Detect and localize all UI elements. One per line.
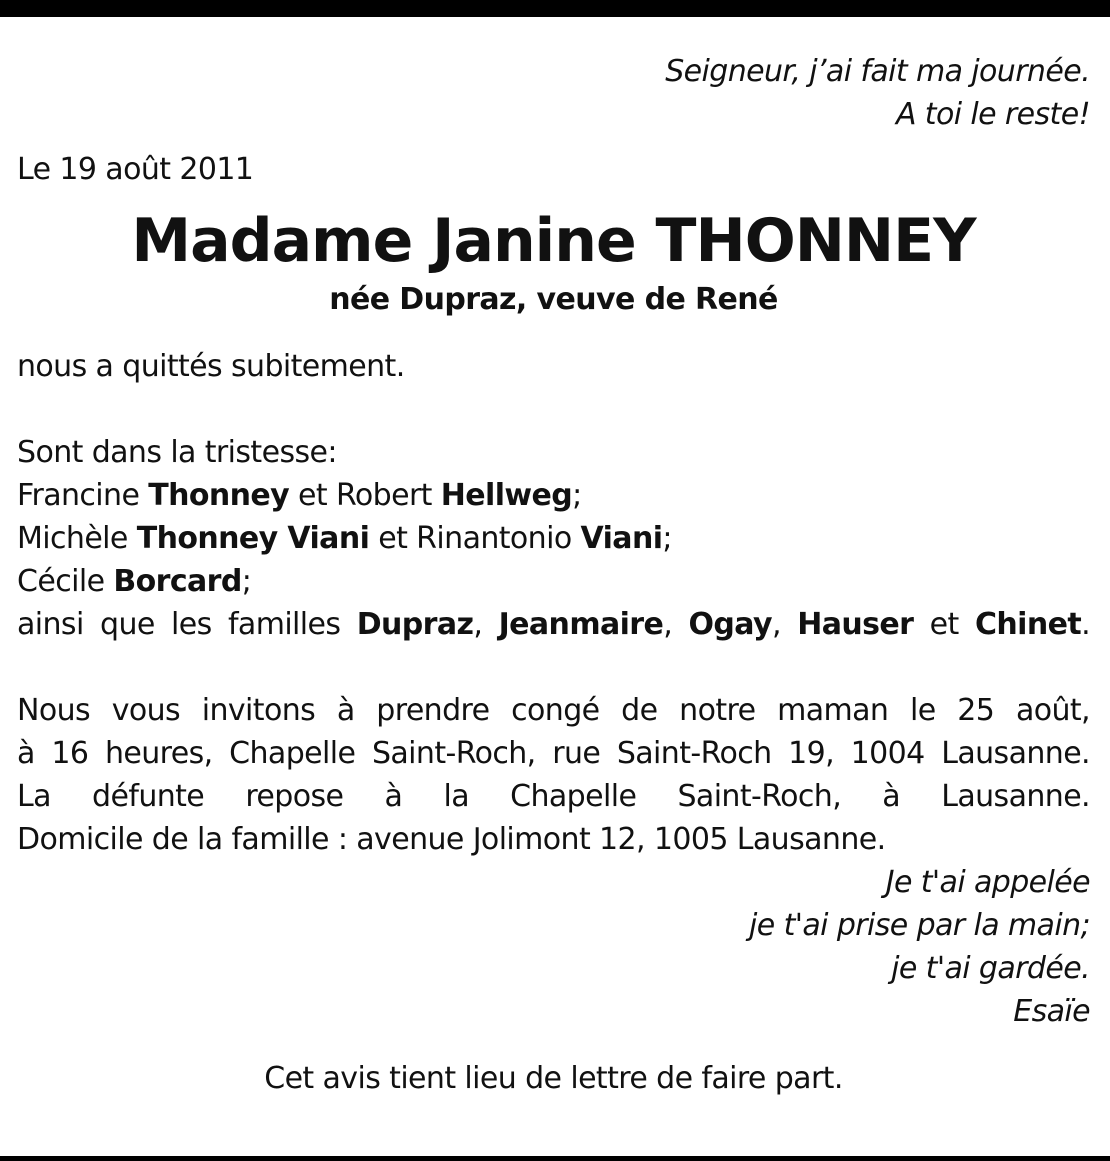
surname: Thonney Viani	[136, 521, 370, 556]
notice-date: Le 19 août 2011	[17, 152, 254, 187]
text: Francine	[17, 478, 149, 513]
text: ,	[771, 607, 798, 642]
text: Cécile	[17, 564, 114, 599]
deceased-name: Madame Janine THONNEY	[131, 206, 976, 276]
invitation-line-2: à 16 heures, Chapelle Saint-Roch, rue Saint-Roch 19, 1004 Lausanne.	[17, 736, 1090, 771]
invitation-paragraph	[17, 689, 1090, 861]
mourner-line-2	[17, 517, 1090, 560]
surname: Thonney	[148, 478, 290, 513]
text: ,	[473, 607, 499, 642]
closing-verse	[17, 861, 1090, 1033]
text: et Robert	[289, 478, 441, 513]
invitation-line-4: Domicile de la famille : avenue Jolimont 12, 1005 Lausanne.	[17, 822, 886, 857]
text: .	[1081, 607, 1091, 642]
surname: Borcard	[113, 564, 242, 599]
family-name: Chinet	[974, 607, 1082, 642]
family-name: Ogay	[688, 607, 772, 642]
mourners-list	[17, 431, 1090, 646]
text: ;	[572, 478, 582, 513]
mourner-line-families	[17, 603, 1090, 646]
top-rule	[0, 0, 1110, 17]
deceased-subtitle: née Dupraz, veuve de René	[329, 282, 778, 317]
text: et Rinantonio	[369, 521, 581, 556]
text: ;	[241, 564, 252, 599]
text: Michèle	[17, 521, 137, 556]
text: ,	[663, 607, 689, 642]
family-name: Jeanmaire	[498, 607, 664, 642]
text: et	[913, 607, 975, 642]
invitation-line-1: Nous vous invitons à prendre congé de notre maman le 25 août,	[17, 693, 1090, 728]
family-name: Dupraz	[356, 607, 474, 642]
surname: Hellweg	[440, 478, 573, 513]
mourners-intro: Sont dans la tristesse:	[17, 435, 337, 470]
surname: Viani	[580, 521, 663, 556]
verse-line-3: je t'ai gardée.	[891, 951, 1090, 986]
mourner-line-1	[17, 474, 1090, 517]
passed-statement: nous a quittés subitement.	[17, 349, 405, 384]
footer-note: Cet avis tient lieu de lettre de faire part.	[264, 1061, 843, 1096]
verse-line-1: Je t'ai appelée	[885, 865, 1090, 900]
bottom-rule	[0, 1156, 1110, 1161]
obituary-notice	[17, 50, 1090, 1100]
text: ;	[662, 521, 672, 556]
family-name: Hauser	[797, 607, 914, 642]
text: ainsi que les familles	[17, 607, 357, 642]
epigraph-line-1: Seigneur, j’ai fait ma journée.	[665, 54, 1090, 89]
verse-line-2: je t'ai prise par la main;	[749, 908, 1090, 943]
invitation-line-3: La défunte repose à la Chapelle Saint-Roch, à Lausanne.	[17, 779, 1090, 814]
epigraph-line-2: A toi le reste!	[895, 97, 1090, 132]
verse-attribution: Esaïe	[1013, 994, 1090, 1029]
epigraph	[17, 50, 1090, 136]
mourner-line-3	[17, 560, 1090, 603]
